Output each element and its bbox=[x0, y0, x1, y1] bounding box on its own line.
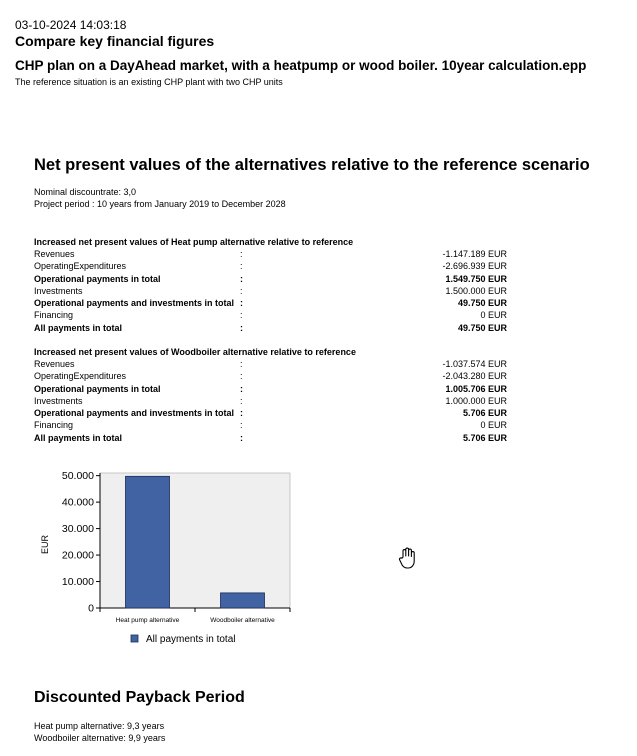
row-colon: : bbox=[240, 322, 243, 333]
row-value: -2.043.280 EUR bbox=[442, 371, 507, 382]
block-title: Increased net present values of Heat pump alternative relative to reference bbox=[34, 237, 354, 247]
payback-woodboiler: Woodboiler alternative: 9,9 years bbox=[34, 733, 166, 743]
bar-woodboiler bbox=[221, 593, 265, 608]
table-row bbox=[34, 248, 507, 260]
row-value: 1.549.750 EUR bbox=[445, 273, 507, 284]
table-row bbox=[34, 407, 507, 419]
table-row bbox=[34, 322, 507, 334]
row-colon: : bbox=[240, 273, 243, 284]
row-value: -1.147.189 EUR bbox=[442, 249, 507, 259]
row-label: Revenues bbox=[34, 359, 75, 369]
row-value: 49.750 EUR bbox=[457, 322, 507, 333]
row-value: -2.696.939 EUR bbox=[442, 261, 507, 272]
y-tick-label: 0 bbox=[88, 602, 94, 615]
legend-label: All payments in total bbox=[146, 634, 236, 645]
row-label: Operational payments and investments in total bbox=[34, 298, 235, 309]
row-value: 5.706 EUR bbox=[462, 432, 507, 443]
payments-bar-chart bbox=[34, 470, 304, 650]
y-tick-label: 50.000 bbox=[61, 470, 94, 483]
row-colon: : bbox=[240, 359, 243, 369]
y-tick-label: 10.000 bbox=[61, 576, 94, 589]
row-colon: : bbox=[240, 249, 243, 259]
y-axis-label: EUR bbox=[40, 534, 50, 555]
row-value: 49.750 EUR bbox=[457, 298, 507, 309]
table-row bbox=[34, 358, 507, 370]
row-colon: : bbox=[240, 310, 243, 321]
report-timestamp: 03-10-2024 14:03:18 bbox=[15, 18, 127, 32]
table-row bbox=[34, 419, 507, 431]
row-label: Revenues bbox=[34, 249, 75, 259]
hand-cursor-icon bbox=[397, 546, 419, 575]
row-colon: : bbox=[240, 420, 243, 431]
row-label: All payments in total bbox=[34, 322, 123, 333]
row-label: Financing bbox=[34, 310, 74, 321]
row-colon: : bbox=[240, 298, 243, 309]
row-colon: : bbox=[240, 408, 243, 419]
reference-note: The reference situation is an existing CHP plant with two CHP units bbox=[15, 77, 283, 87]
table-row bbox=[34, 395, 507, 407]
table-row bbox=[34, 370, 507, 382]
x-tick-label: Heat pump alternative bbox=[115, 617, 180, 624]
row-colon: : bbox=[240, 395, 243, 406]
table-row bbox=[34, 432, 507, 444]
table-row bbox=[34, 297, 507, 309]
row-label: OperatingExpenditures bbox=[34, 371, 127, 382]
woodboiler-npv-block bbox=[34, 346, 507, 444]
row-colon: : bbox=[240, 383, 243, 394]
project-period: Project period : 10 years from January 2019 to December 2028 bbox=[34, 199, 286, 209]
table-row bbox=[34, 285, 507, 297]
report-title: Compare key financial figures bbox=[15, 33, 215, 49]
block-title: Increased net present values of Woodboiler alternative relative to reference bbox=[34, 347, 356, 357]
row-colon: : bbox=[240, 261, 243, 272]
legend-swatch bbox=[131, 635, 138, 642]
table-row bbox=[34, 273, 507, 285]
project-file-name: CHP plan on a DayAhead market, with a heatpump or wood boiler. 10year calculation.epp bbox=[15, 58, 587, 73]
row-value: 1.005.706 EUR bbox=[445, 383, 507, 394]
row-label: Financing bbox=[34, 420, 74, 431]
row-label: Operational payments and investments in total bbox=[34, 408, 235, 419]
row-colon: : bbox=[240, 371, 243, 382]
payback-section-title: Discounted Payback Period bbox=[34, 689, 245, 706]
row-value: 1.000.000 EUR bbox=[445, 395, 507, 406]
y-tick-label: 20.000 bbox=[61, 549, 94, 562]
row-colon: : bbox=[240, 285, 243, 296]
row-label: Investments bbox=[34, 395, 83, 406]
bar-heat-pump bbox=[126, 476, 170, 608]
row-value: 1.500.000 EUR bbox=[445, 285, 507, 296]
row-value: -1.037.574 EUR bbox=[442, 359, 507, 369]
y-tick-label: 30.000 bbox=[61, 523, 94, 536]
discount-rate: Nominal discountrate: 3,0 bbox=[34, 187, 137, 197]
npv-section-title: Net present values of the alternatives relative to the reference scenario bbox=[34, 156, 590, 174]
x-tick-label: Woodboiler alternative bbox=[210, 617, 275, 624]
row-value: 0 EUR bbox=[480, 310, 507, 321]
table-row bbox=[34, 309, 507, 321]
row-label: Operational payments in total bbox=[34, 273, 161, 284]
row-value: 0 EUR bbox=[480, 420, 507, 431]
row-colon: : bbox=[240, 432, 243, 443]
row-label: Investments bbox=[34, 285, 83, 296]
row-label: OperatingExpenditures bbox=[34, 261, 127, 272]
heat-pump-npv-block bbox=[34, 236, 507, 334]
payback-heat-pump: Heat pump alternative: 9,3 years bbox=[34, 721, 165, 731]
y-tick-label: 40.000 bbox=[61, 496, 94, 509]
row-label: All payments in total bbox=[34, 432, 123, 443]
row-value: 5.706 EUR bbox=[462, 408, 507, 419]
row-label: Operational payments in total bbox=[34, 383, 161, 394]
table-row bbox=[34, 383, 507, 395]
table-row bbox=[34, 260, 507, 272]
